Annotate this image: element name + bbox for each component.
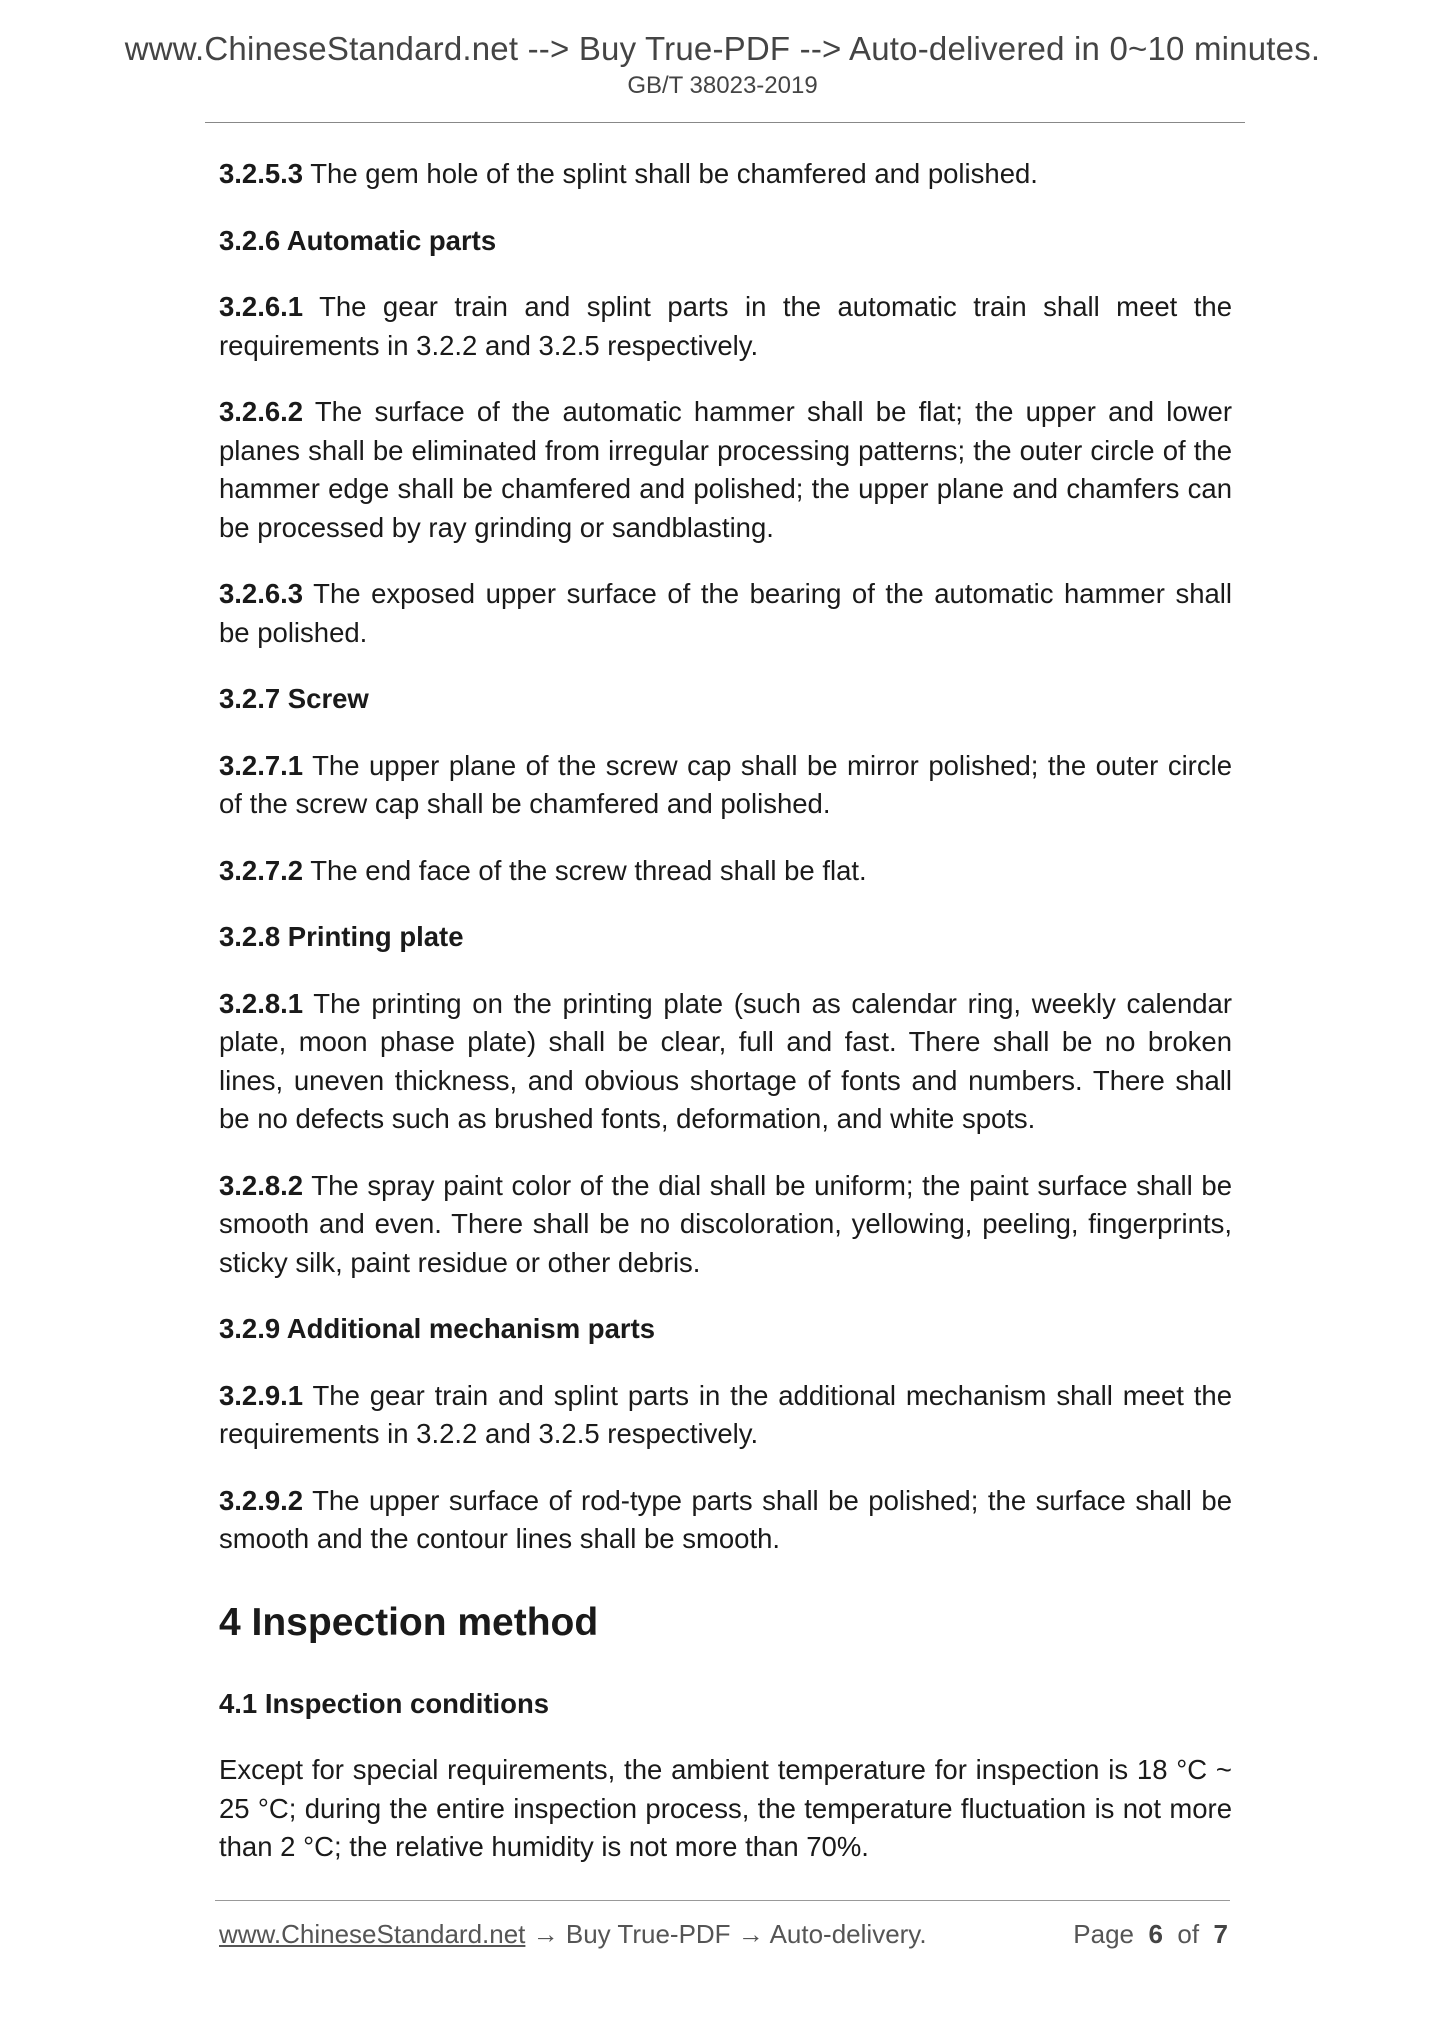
clause-text: The gem hole of the splint shall be chamfered and polished. [303, 158, 1038, 189]
header-divider [205, 122, 1245, 123]
clause-3-2-7-1 [219, 747, 1232, 824]
heading-3-2-7: 3.2.7 Screw [219, 683, 369, 714]
heading-3-2-6: 3.2.6 Automatic parts [219, 224, 497, 256]
clause-text: The printing on the printing plate (such as calendar ring, weekly calendar plate, moon phase plate) shall be clear, full and fast. There shall be no broken lines, uneven thickness, and obvious shortage of fonts and numbers. There shall be no defects such as brushed fonts, deformation, and white spots. [219, 987, 1232, 1134]
standard-code: GB/T 38023-2019 [627, 72, 818, 99]
footer-site-link[interactable]: www.ChineseStandard.net [219, 1919, 526, 1949]
clause-text: The upper plane of the screw cap shall be mirror polished; the outer circle of the screw cap shall be chamfered and polished. [219, 749, 1232, 819]
heading-3-2-9: 3.2.9 Additional mechanism parts [219, 1313, 656, 1344]
clause-3-2-8-1 [219, 985, 1232, 1139]
clause-text: The gear train and splint parts in the automatic train shall meet the requirements in 3.2.2 and 3.2.5 respectively. [219, 291, 1232, 361]
clause-number: 3.2.7.1 [219, 749, 304, 781]
page-footer [219, 1919, 1232, 1950]
clause-number: 3.2.8.1 [219, 987, 304, 1019]
clause-3-2-9-1 [219, 1377, 1232, 1454]
clause-text: The end face of the screw thread shall be flat. [303, 854, 867, 886]
page-total: 7 [1213, 1919, 1228, 1949]
clause-3-2-6-2 [219, 393, 1232, 547]
clause-text: The gear train and splint parts in the additional mechanism shall meet the requirements in 3.2.2 and 3.2.5 respectively. [219, 1379, 1232, 1449]
clause-number: 3.2.8.2 [219, 1169, 304, 1201]
page-number: 6 [1148, 1919, 1163, 1949]
clause-number: 3.2.9.1 [219, 1379, 304, 1411]
clause-number: 3.2.6.2 [219, 396, 304, 427]
footer-tagline: → Buy True-PDF → Auto-delivery. [525, 1919, 927, 1949]
clause-3-2-5-3 [219, 155, 1232, 194]
clause-text: The spray paint color of the dial shall be uniform; the paint surface shall be smooth and even. There shall be no discoloration, yellowing, peeling, fingerprints, sticky silk, paint residue or other debris. [219, 1169, 1232, 1278]
clause-3-2-9-2 [219, 1482, 1232, 1559]
clause-3-2-6-1 [219, 288, 1232, 365]
clause-number: 3.2.5.3 [219, 158, 304, 189]
page-content [219, 155, 1232, 1895]
clause-text: The upper surface of rod-type parts shall be polished; the surface shall be smooth and the contour lines shall be smooth. [219, 1484, 1232, 1554]
clause-3-2-6-3 [219, 575, 1232, 652]
paragraph-4-1: Except for special requirements, the ambient temperature for inspection is 18 °C ~ 25 °C; during the entire inspection process, the temperature fluctuation is not more than 2 °C; the relative humidity is not more than 70%. [219, 1754, 1232, 1862]
of-label: of [1177, 1919, 1200, 1949]
clause-3-2-8-2 [219, 1167, 1232, 1283]
heading-4-1: 4.1 Inspection conditions [219, 1687, 550, 1719]
clause-text: The surface of the automatic hammer shall be flat; the upper and lower planes shall be eliminated from irregular processing patterns; the outer circle of the hammer edge shall be chamfered and polished; the upper plane and chamfers can be processed by ray grinding or sandblasting. [219, 396, 1232, 543]
footer-divider [215, 1900, 1230, 1901]
clause-number: 3.2.6.1 [219, 291, 304, 322]
clause-number: 3.2.7.2 [219, 854, 304, 886]
heading-3-2-8: 3.2.8 Printing plate [219, 921, 464, 952]
clause-3-2-7-2 [219, 852, 1232, 891]
page-indicator [1073, 1919, 1228, 1950]
clause-number: 3.2.9.2 [219, 1484, 304, 1516]
clause-text: The exposed upper surface of the bearing of the automatic hammer shall be polished. [219, 578, 1232, 648]
chapter-4-title: 4 Inspection method [219, 1600, 599, 1644]
top-banner: www.ChineseStandard.net --> Buy True-PDF --> Auto-delivered in 0~10 minutes. [124, 30, 1321, 67]
page-label: Page [1073, 1919, 1135, 1949]
clause-number: 3.2.6.3 [219, 578, 304, 609]
